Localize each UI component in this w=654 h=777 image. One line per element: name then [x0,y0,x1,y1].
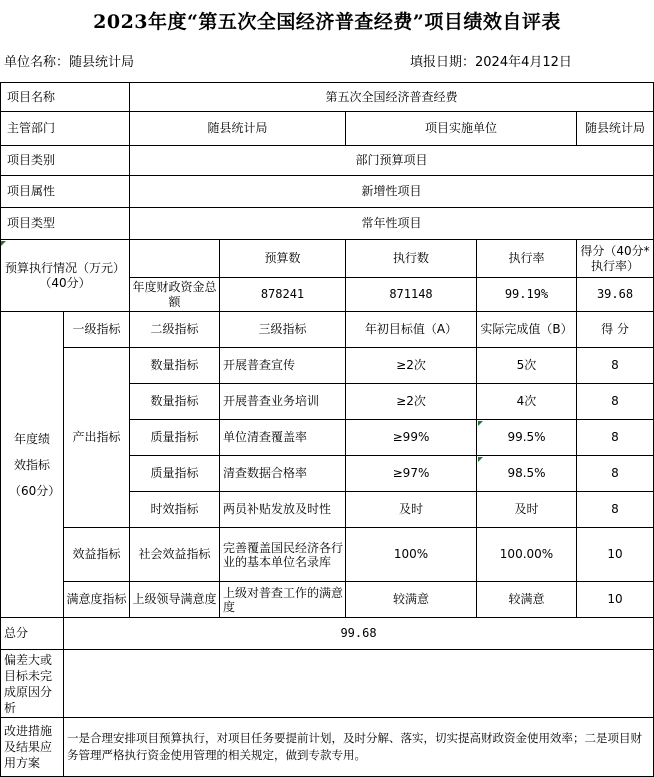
rate-value: 99.19% [477,278,577,312]
project-name-value: 第五次全国经济普查经费 [130,82,654,112]
indicator-actual: 99.5% [477,420,577,456]
budget-header-score: 得分（40分*执行率） [577,240,654,278]
header-level1: 一级指标 [64,312,130,348]
attribute-label: 项目属性 [0,176,130,208]
impl-label: 项目实施单位 [346,112,577,146]
indicator-score: 8 [577,492,654,528]
header-target: 年初目标值（A） [346,312,477,348]
type-value: 常年性项目 [130,208,654,240]
category-value: 部门预算项目 [130,146,654,176]
indicator-target: ≥2次 [346,384,477,420]
measures-value: 一是合理安排项目预算执行，对项目任务要提前计划，及时分解、落实，切实提高财政资金使用效率；二是项目财务管理严格执行资金使用管理的相关规定，做到专款专用。 [64,718,654,777]
indicator-actual: 5次 [477,348,577,384]
indicator-score: 10 [577,528,654,582]
budget-header-budget: 预算数 [220,240,346,278]
indicator-score: 10 [577,582,654,618]
indicator-level2: 上级领导满意度 [130,582,220,618]
score-value: 39.68 [577,278,654,312]
indicator-level2: 质量指标 [130,420,220,456]
evaluation-table [0,82,654,777]
indicator-target: 及时 [346,492,477,528]
indicator-target: ≥2次 [346,348,477,384]
comment-marker-icon [478,421,483,426]
total-value: 99.68 [64,618,654,650]
indicator-score: 8 [577,348,654,384]
header-level2: 二级指标 [130,312,220,348]
indicator-level3: 两员补贴发放及时性 [220,492,346,528]
comment-marker-icon [1,241,6,246]
satisfaction-indicator-label: 满意度指标 [64,582,130,618]
budget-row-label: 年度财政资金总额 [130,278,220,312]
indicator-target: 100% [346,528,477,582]
indicator-level3: 清查数据合格率 [220,456,346,492]
dept-value: 随县统计局 [130,112,346,146]
indicator-level3: 开展普查业务培训 [220,384,346,420]
indicator-level2: 时效指标 [130,492,220,528]
indicator-actual: 较满意 [477,582,577,618]
indicator-level2: 数量指标 [130,384,220,420]
page-title: 2023年度“第五次全国经济普查经费”项目绩效自评表 [93,11,561,33]
deviation-value [64,650,654,718]
indicator-level3: 完善覆盖国民经济各行业的基本单位名录库 [220,528,346,582]
output-indicator-label: 产出指标 [64,348,130,528]
budget-header-blank [130,240,220,278]
header-level3: 三级指标 [220,312,346,348]
budget-section-label: 预算执行情况（万元）（40分） [0,240,130,312]
indicator-level2: 社会效益指标 [130,528,220,582]
budget-header-exec: 执行数 [346,240,477,278]
budget-value: 878241 [220,278,346,312]
indicator-level3: 开展普查宣传 [220,348,346,384]
total-label: 总分 [0,618,64,650]
indicator-target: 较满意 [346,582,477,618]
indicator-actual: 100.00% [477,528,577,582]
fill-date: 填报日期：2024年4月12日 [410,55,572,70]
indicator-actual: 98.5% [477,456,577,492]
category-label: 项目类别 [0,146,130,176]
unit-name: 单位名称：随县统计局 [4,55,135,70]
comment-marker-icon [478,457,483,462]
benefit-indicator-label: 效益指标 [64,528,130,582]
header-actual: 实际完成值（B） [477,312,577,348]
indicator-actual: 及时 [477,492,577,528]
indicator-target: ≥97% [346,456,477,492]
header-score: 得 分 [577,312,654,348]
indicator-actual: 4次 [477,384,577,420]
exec-value: 871148 [346,278,477,312]
project-name-label: 项目名称 [0,82,130,112]
impl-value: 随县统计局 [577,112,654,146]
indicator-level3: 上级对普查工作的满意度 [220,582,346,618]
indicator-score: 8 [577,384,654,420]
indicator-score: 8 [577,420,654,456]
indicator-level3: 单位清查覆盖率 [220,420,346,456]
indicator-level2: 质量指标 [130,456,220,492]
type-label: 项目类型 [0,208,130,240]
dept-label: 主管部门 [0,112,130,146]
measures-label: 改进措施及结果应用方案 [0,718,64,777]
budget-header-rate: 执行率 [477,240,577,278]
indicator-score: 8 [577,456,654,492]
attribute-value: 新增性项目 [130,176,654,208]
indicator-level2: 数量指标 [130,348,220,384]
indicator-target: ≥99% [346,420,477,456]
deviation-label: 偏差大或目标未完成原因分析 [0,650,64,718]
indicator-section-label: 年度绩效指标（60分） [0,312,64,618]
